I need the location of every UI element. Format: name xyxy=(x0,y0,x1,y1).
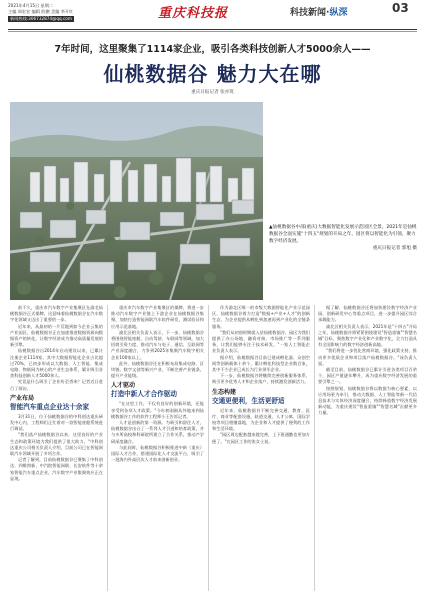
section-title: 科技新闻·纵深 xyxy=(290,8,348,18)
paragraph: 近年来，从最初的一片荒地到如今企业云集的产业园区，仙桃数据谷正在加速推进数据资源向数据资产的转化，让数字经济成为推动高质量发展的新引擎。 xyxy=(10,323,103,348)
page-number: 03 xyxy=(392,1,409,15)
body-column-2 xyxy=(111,305,204,463)
subheading: 智能汽车重点企业达十余家 xyxy=(10,402,90,411)
editor-credits: 主编 周宏宏 编辑 欧鹏 美编 李开红 xyxy=(8,9,74,14)
body-column-1 xyxy=(10,305,103,482)
subheading-kicker: 产业布局 xyxy=(10,394,35,402)
photo-caption-block xyxy=(269,224,417,252)
news-hotline: 新闻热线:306732874@qq.com xyxy=(10,16,72,21)
article-kicker: 7年时间，这里聚集了1114家企业，吸引各类科技创新人才5000余人—— xyxy=(54,44,371,55)
paragraph: 与此同时，仙桃数据谷积极推进中新（重庆）国际人才合作，搭建国际化人才交流平台，吸引了一批海内外高层次人才前来创新创业。 xyxy=(111,444,204,463)
aerial-photo-illustration xyxy=(10,102,263,300)
subheading: 打造中新人才合作驱动 xyxy=(111,390,177,399)
section-main: 科技新闻 xyxy=(290,8,327,18)
paragraph: 前不久，重庆市汽车数字产业集聚区在渝北仙桃数据谷正式揭牌，这意味着仙桃数据谷在汽车数字化领域又迈出了重要的一步。 xyxy=(10,305,103,323)
body-column-3 xyxy=(212,305,310,445)
paragraph: 渝北区相关负责人表示，2021年是"十四五"开局之年，仙桃数据谷将紧紧围绕建设"智造重镇""智慧名城"目标，聚焦数字产业化和产业数字化，全力打造具有全国影响力的数字经济创新高地。 xyxy=(318,323,417,348)
paragraph: 人才是创新的第一资源。为吸引和留住人才，仙桃数据谷出台了一系列人才引进和培育政策，并与多所高校和科研院所建立了合作关系，推动产学研深度融合。 xyxy=(111,420,204,444)
paragraph: "我们从初创时期就入驻仙桃数据谷，园区为我们提供了办公场地、融资对接、市场推广等一系列服务，让我们能够专注于技术研发。"一家人工智能企业负责人表示。 xyxy=(212,329,310,354)
photo-credit: 重庆日报记者 郭旭 摄 xyxy=(372,246,417,251)
paragraph: 重庆市汽车数字产业集聚区的揭牌，将进一步推动汽车数字产业链上下游企业在仙桃数据谷集聚，加快打造智能网联汽车软件研发、测试验证和应用示范基地。 xyxy=(111,305,204,329)
article-headline: 仙桃数据谷 魅力大在哪 xyxy=(103,62,322,86)
subheading-kicker: 人才驱动 xyxy=(111,382,136,390)
column-divider xyxy=(314,305,315,591)
paragraph: 下一步，仙桃数据谷将继续完善创新服务体系，吸引更多优秀人才和企业落户，持续激发创新活力。 xyxy=(212,373,310,385)
paragraph: "园区周边配套越来越完善，上下班通勤也更加方便了。"在园区工作的张女士说。 xyxy=(212,432,310,444)
subheading: 交通更便利，生活更舒适 xyxy=(212,396,285,405)
paragraph: 据了解，仙桃数据谷还将加快建设数字经济产业园、创新研发中心等重点项目，进一步提升园区综合承载能力。 xyxy=(318,305,417,323)
article-byline: 重庆日报记者 张亦筑 xyxy=(191,90,234,95)
paragraph: 截至目前，仙桃数据谷已累计引进各类项目百余个，园区产值逐年攀升，成为重庆数字经济发展的重要引擎之一。 xyxy=(318,367,417,385)
paragraph: "我们落户仙桃数据谷以来，这里良好的产业生态和政策环境为我们提供了很大助力。"中科创达重庆公司相关负责人介绍，目前公司已在智能网联汽车领域开展了多项合作。 xyxy=(10,432,103,457)
header-rule xyxy=(8,29,417,30)
paragraph: 据介绍，仙桃数据谷目前已建成孵化器、众创空间等创新载体十余个，累计孵化科技型企业数百家，其中不少企业已成长为行业领军企业。 xyxy=(212,354,310,373)
aerial-city-photo xyxy=(10,102,263,300)
column-divider xyxy=(107,305,108,591)
paragraph: 此外，仙桃数据谷还在积极布局集成电路、区块链、数字文创等新兴产业，不断完善产业链条，提升产业能级。 xyxy=(111,360,204,379)
subheading-kicker: 生态构建 xyxy=(212,388,237,396)
paragraph: 记者了解到，目前仙桃数据谷已聚集了中科创达、四维图新、中汽院智能网联、长安软件等十余家智能汽车重点企业，汽车数字产业集聚效应正在显现。 xyxy=(10,457,103,481)
paragraph: 仙桃数据谷自2014年启动建设以来，已累计注册企业1114家，其中大数据智能化企业占比超过70%，已初步形成以大数据、人工智能、集成电路、物联网为核心的产业生态体系，累计吸引各类科技创新人才5000余人。 xyxy=(10,348,103,379)
photo-caption: ▲仙桃数据谷中部(重庆)大数据智能化发展示范园区全景。2021年是仙桃数据谷全面实施"十四五"规划的开局之年，园区将以智能化为引领，聚力数字经济发展。 xyxy=(269,225,417,244)
header-meta xyxy=(8,3,74,22)
page-header xyxy=(0,0,425,44)
paragraph: 按照规划，仙桃数据谷将以数据为核心要素，以应用场景为牵引，推动大数据、人工智能等新一代信息技术与实体经济深度融合，持续释放数字经济发展新动能，为重庆建设"智造重镇""智慧名城"贡献更多力量。 xyxy=(318,385,417,416)
paragraph: "在这里工作，不仅有良好的创新环境，还能享受到各项人才政策。"今年初刚刚从外地来到仙桃数据谷工作的软件工程师小王告诉记者。 xyxy=(111,401,204,419)
column-divider xyxy=(208,305,209,591)
issue-date: 2021年4月15日 星期二 xyxy=(8,3,54,8)
paragraph: 3月31日，位于仙桃数据谷的中科创达重庆研发中心内，工程师们正忙着对一款智能座舱系统进行调试。 xyxy=(10,413,103,432)
paragraph: 作为渝北区唯一的市级大数据智能化产业示范园区，仙桃数据谷着力打造"数据+产业+人才"的创新生态，为企业提供从孵化到加速再到产业化的全链条服务。 xyxy=(212,305,310,329)
paragraph: 渝北区相关负责人表示，下一步，仙桃数据谷将围绕智能座舱、自动驾驶、车联网等领域，加大招商引资力度，推动汽车与电子、通信、互联网等产业深度融合，力争到2025年集聚汽车数字相关企业100家以上。 xyxy=(111,329,204,360)
paragraph: "我们将进一步优化营商环境，强化政策支持，推动更多优质企业和项目落户仙桃数据谷。"该负责人说。 xyxy=(318,348,417,366)
body-column-4 xyxy=(318,305,417,417)
paragraph: 究竟是什么吸引了企业纷至沓来？记者近日进行了探访。 xyxy=(10,379,103,391)
subheading-block xyxy=(212,389,310,406)
subheading-block xyxy=(111,382,204,399)
header-rule-thin xyxy=(8,31,417,32)
subheading-block xyxy=(10,395,103,412)
section-sub: 纵深 xyxy=(329,8,348,18)
newspaper-masthead: 重庆科技报 xyxy=(158,6,229,21)
paragraph: 近年来，仙桃数据谷不断完善交通、教育、医疗、商业等配套设施，轨道交通、人才公寓、国际学校等项目相继落地，为企业和人才提供了便利的工作和生活环境。 xyxy=(212,407,310,432)
